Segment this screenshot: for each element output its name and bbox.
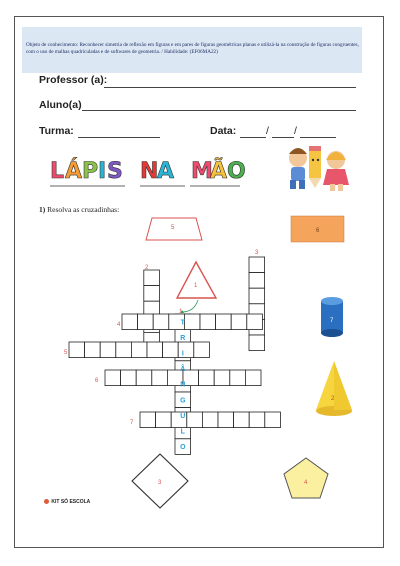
crossword-cell-5[interactable]	[69, 342, 85, 358]
logo-letter: N	[140, 159, 159, 184]
crossword-cell-7[interactable]	[202, 412, 218, 428]
crossword-cell-7[interactable]	[156, 412, 172, 428]
crossword-cell-5[interactable]	[194, 342, 210, 358]
crossword-cell-5[interactable]	[85, 342, 101, 358]
crossword-cell-7[interactable]	[218, 412, 234, 428]
teacher-label: Professor (a):	[39, 74, 108, 86]
crossword-cell-5[interactable]	[116, 342, 132, 358]
crossword-cell-3[interactable]	[249, 273, 265, 289]
clue-number: 5	[64, 350, 68, 356]
logo-letter: A	[157, 159, 175, 184]
crossword-cell-4[interactable]	[138, 314, 154, 330]
shape-number: 7	[330, 318, 334, 324]
crossword-cell-4[interactable]	[231, 314, 247, 330]
student-label: Aluno(a)	[39, 99, 82, 111]
kids-pencil-illustration	[289, 146, 349, 191]
crossword-letter: R	[180, 334, 186, 342]
arrow-icon	[182, 300, 198, 312]
logo-letter: S	[107, 159, 123, 184]
clue-number: 1	[179, 309, 183, 315]
class-label: Turma:	[39, 125, 74, 137]
triangle-shape	[177, 262, 216, 298]
crossword-cell-7[interactable]	[234, 412, 250, 428]
crossword-cell-7[interactable]	[140, 412, 156, 428]
crossword-letter: T	[180, 319, 185, 327]
logo-letter: P	[82, 159, 99, 184]
logo-letter: L	[50, 159, 65, 184]
clue-number: 6	[95, 378, 99, 384]
crossword-cell-5[interactable]	[131, 342, 147, 358]
logo-letter: M	[191, 159, 213, 184]
crossword-cell-7[interactable]	[249, 412, 265, 428]
crossword-letter: I	[181, 350, 184, 358]
crossword-cell-5[interactable]	[100, 342, 116, 358]
clue-number: 3	[255, 250, 259, 256]
pentagon-shape	[284, 458, 328, 498]
cylinder-shape	[321, 297, 343, 337]
crossword-letter: L	[180, 428, 185, 436]
crossword-cell-4[interactable]	[200, 314, 216, 330]
cone-shape	[316, 361, 352, 416]
kit-so-escola-brand: KIT SÓ ESCOLA	[44, 499, 90, 505]
crossword-cell-6[interactable]	[121, 370, 137, 386]
logo-letter: O	[227, 159, 246, 184]
crossword-cell-6[interactable]	[152, 370, 168, 386]
crossword-letter: U	[180, 412, 186, 420]
crossword-cell-4[interactable]	[216, 314, 232, 330]
brand-logo-icon	[44, 499, 49, 504]
crossword-cell-2[interactable]	[144, 270, 160, 286]
crossword-cell-6[interactable]	[105, 370, 121, 386]
clue-number: 4	[117, 322, 121, 328]
crossword-cell-4[interactable]	[247, 314, 263, 330]
shape-number: 4	[304, 480, 308, 486]
rectangle-shape	[291, 216, 344, 242]
crossword-cell-6[interactable]	[214, 370, 230, 386]
crossword-letter: Â	[180, 366, 186, 374]
crossword-cell-7[interactable]	[265, 412, 281, 428]
exercise-instruction: 1) Resolva as cruzadinhas:	[39, 205, 120, 214]
shape-number: 3	[158, 480, 162, 486]
clue-numbers	[64, 250, 259, 426]
date-label: Data:	[210, 125, 237, 137]
crossword-letter: G	[180, 397, 186, 405]
shape-number: 6	[316, 228, 320, 234]
crossword-cell-5[interactable]	[178, 342, 194, 358]
crossword-cell-6[interactable]	[245, 370, 261, 386]
logo-letter: Ã	[210, 159, 228, 184]
shape-number: 2	[331, 396, 335, 402]
crossword-cell-6[interactable]	[230, 370, 246, 386]
crossword-cell-3[interactable]	[249, 335, 265, 351]
crossword-cell-7[interactable]	[187, 412, 203, 428]
learning-objective: Objeto de conhecimento: Reconhecer simetria de reflexão em figuras e em pares de figuras geométricas planas e utilizá-la na construção de figuras congruentes, com o uso de malhas quadriculadas e de softwares de geometria. / Habilidade: (EF06MA22)	[22, 27, 362, 73]
clue-number: 7	[130, 420, 134, 426]
trapezoid-shape	[146, 218, 202, 240]
crossword-cell-5[interactable]	[147, 342, 163, 358]
crossword-cell-3[interactable]	[249, 257, 265, 273]
logo-letter: Á	[65, 159, 83, 184]
crossword-letter: O	[180, 444, 186, 452]
crossword-grid	[69, 257, 280, 454]
crossword-cell-3[interactable]	[249, 288, 265, 304]
crossword-cell-6[interactable]	[199, 370, 215, 386]
date-separator: /	[266, 125, 269, 137]
clue-number: 2	[145, 265, 149, 271]
crossword-cell-5[interactable]	[163, 342, 179, 358]
crossword-cell-2[interactable]	[144, 286, 160, 302]
crossword-cell-4[interactable]	[153, 314, 169, 330]
crossword-cell-4[interactable]	[122, 314, 138, 330]
crossword-cell-6[interactable]	[136, 370, 152, 386]
diamond-shape	[132, 454, 188, 508]
shape-number: 1	[194, 283, 198, 289]
shape-number: 5	[171, 225, 175, 231]
logo-letter: I	[98, 159, 107, 184]
crossword-cell-4[interactable]	[184, 314, 200, 330]
date-separator: /	[294, 125, 297, 137]
crossword-letter: N	[180, 381, 186, 389]
